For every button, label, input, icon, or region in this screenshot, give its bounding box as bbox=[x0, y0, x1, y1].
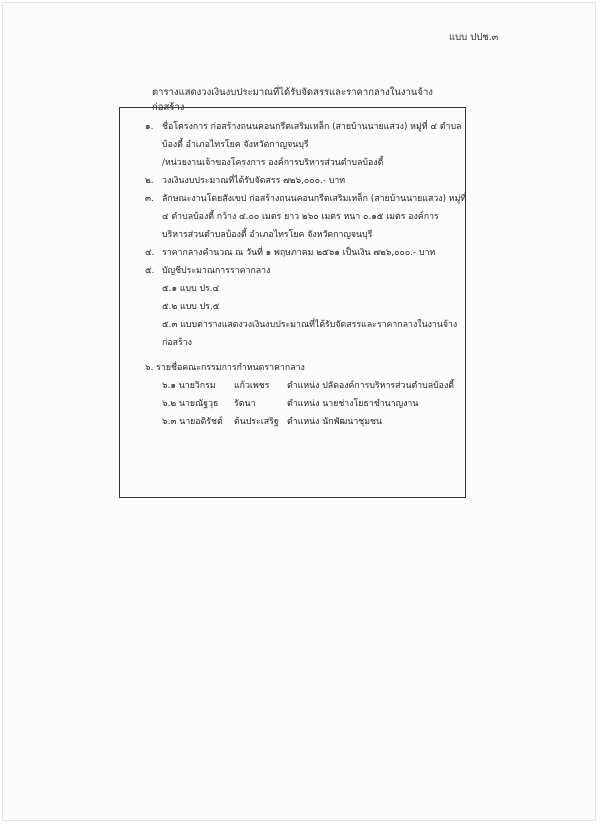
item1-number: ๑. bbox=[145, 122, 154, 132]
member-1-name: ๖.๑ นายวิกรม bbox=[162, 381, 216, 391]
member-3-position: ตำแหน่ง นักพัฒนาชุมชน bbox=[287, 417, 383, 427]
item3-line-1: ลักษณะงานโดยสังเขป ก่อสร้างถนนคอนกรีตเสริมเหล็ก (สายบ้านนายแสวง) หมู่ที่ bbox=[162, 194, 467, 204]
document-title: ตารางแสดงวงเงินงบประมาณที่ได้รับจัดสรรและราคากลางในงานจ้างก่อสร้าง bbox=[152, 87, 433, 113]
member-3-name: ๖.๓ นายอดิรัชต์ bbox=[162, 417, 223, 427]
item2-line: วงเงินงบประมาณที่ได้รับจัดสรร ๗๒๖,๐๐๐.- บาท bbox=[162, 176, 346, 186]
item5-sub-2: ๕.๒ แบบ ปร.๕ bbox=[162, 302, 220, 312]
document-page bbox=[2, 2, 596, 821]
item1-line-2: บ้องตี้ อำเภอไทรโยค จังหวัดกาญจนบุรี bbox=[162, 140, 309, 150]
item6-heading: ๖. รายชื่อคณะกรรมการกำหนดราคากลาง bbox=[145, 363, 305, 373]
item5-sub-4: ก่อสร้าง bbox=[162, 338, 192, 348]
member-2-surname: รัตนา bbox=[234, 399, 256, 409]
member-2-name: ๖.๒ นายณัฐวุธ bbox=[162, 399, 219, 409]
item1-line-3: /หน่วยงานเจ้าของโครงการ องค์การบริหารส่วนตำบลบ้องตี้ bbox=[162, 158, 384, 168]
member-3-surname: ต้นประเสริฐ bbox=[234, 417, 279, 427]
item3-number: ๓. bbox=[145, 194, 154, 204]
item1-line-1: ชื่อโครงการ ก่อสร้างถนนคอนกรีตเสริมเหล็ก (สายบ้านนายแสวง) หมู่ที่ ๔ ตำบล bbox=[162, 122, 462, 132]
item4-line: ราคากลางคำนวณ ณ วันที่ ๑ พฤษภาคม ๒๕๖๑ เป็นเงิน ๗๒๖,๐๐๐.- บาท bbox=[162, 248, 436, 258]
member-2-position: ตำแหน่ง นายช่างโยธาชำนาญงาน bbox=[287, 399, 419, 409]
item3-line-2: ๔ ตำบลบ้องตี้ กว้าง ๔.๐๐ เมตร ยาว ๒๖๐ เมตร หนา ๐.๑๕ เมตร องค์การ bbox=[162, 212, 439, 222]
member-1-surname: แก้วเพชร bbox=[234, 381, 270, 391]
item5-sub-3: ๕.๓ แบบตารางแสดงวงเงินงบประมาณที่ได้รับจัดสรรและราคากลางในงานจ้าง bbox=[162, 320, 458, 330]
item5-sub-1: ๕.๑ แบบ ปร.๔ bbox=[162, 284, 220, 294]
item5-number: ๕. bbox=[145, 266, 155, 276]
item5-heading: บัญชีประมาณการราคากลาง bbox=[162, 266, 271, 276]
item2-number: ๒. bbox=[145, 176, 154, 186]
item4-number: ๔. bbox=[145, 248, 155, 258]
form-code: แบบ ปปช.๓ bbox=[449, 32, 499, 43]
member-1-position: ตำแหน่ง ปลัดองค์การบริหารส่วนตำบลบ้องตี้ bbox=[287, 381, 454, 391]
item3-line-3: บริหารส่วนตำบลบ้องตี้ อำเภอไทรโยค จังหวัดกาญจนบุรี bbox=[162, 230, 373, 240]
